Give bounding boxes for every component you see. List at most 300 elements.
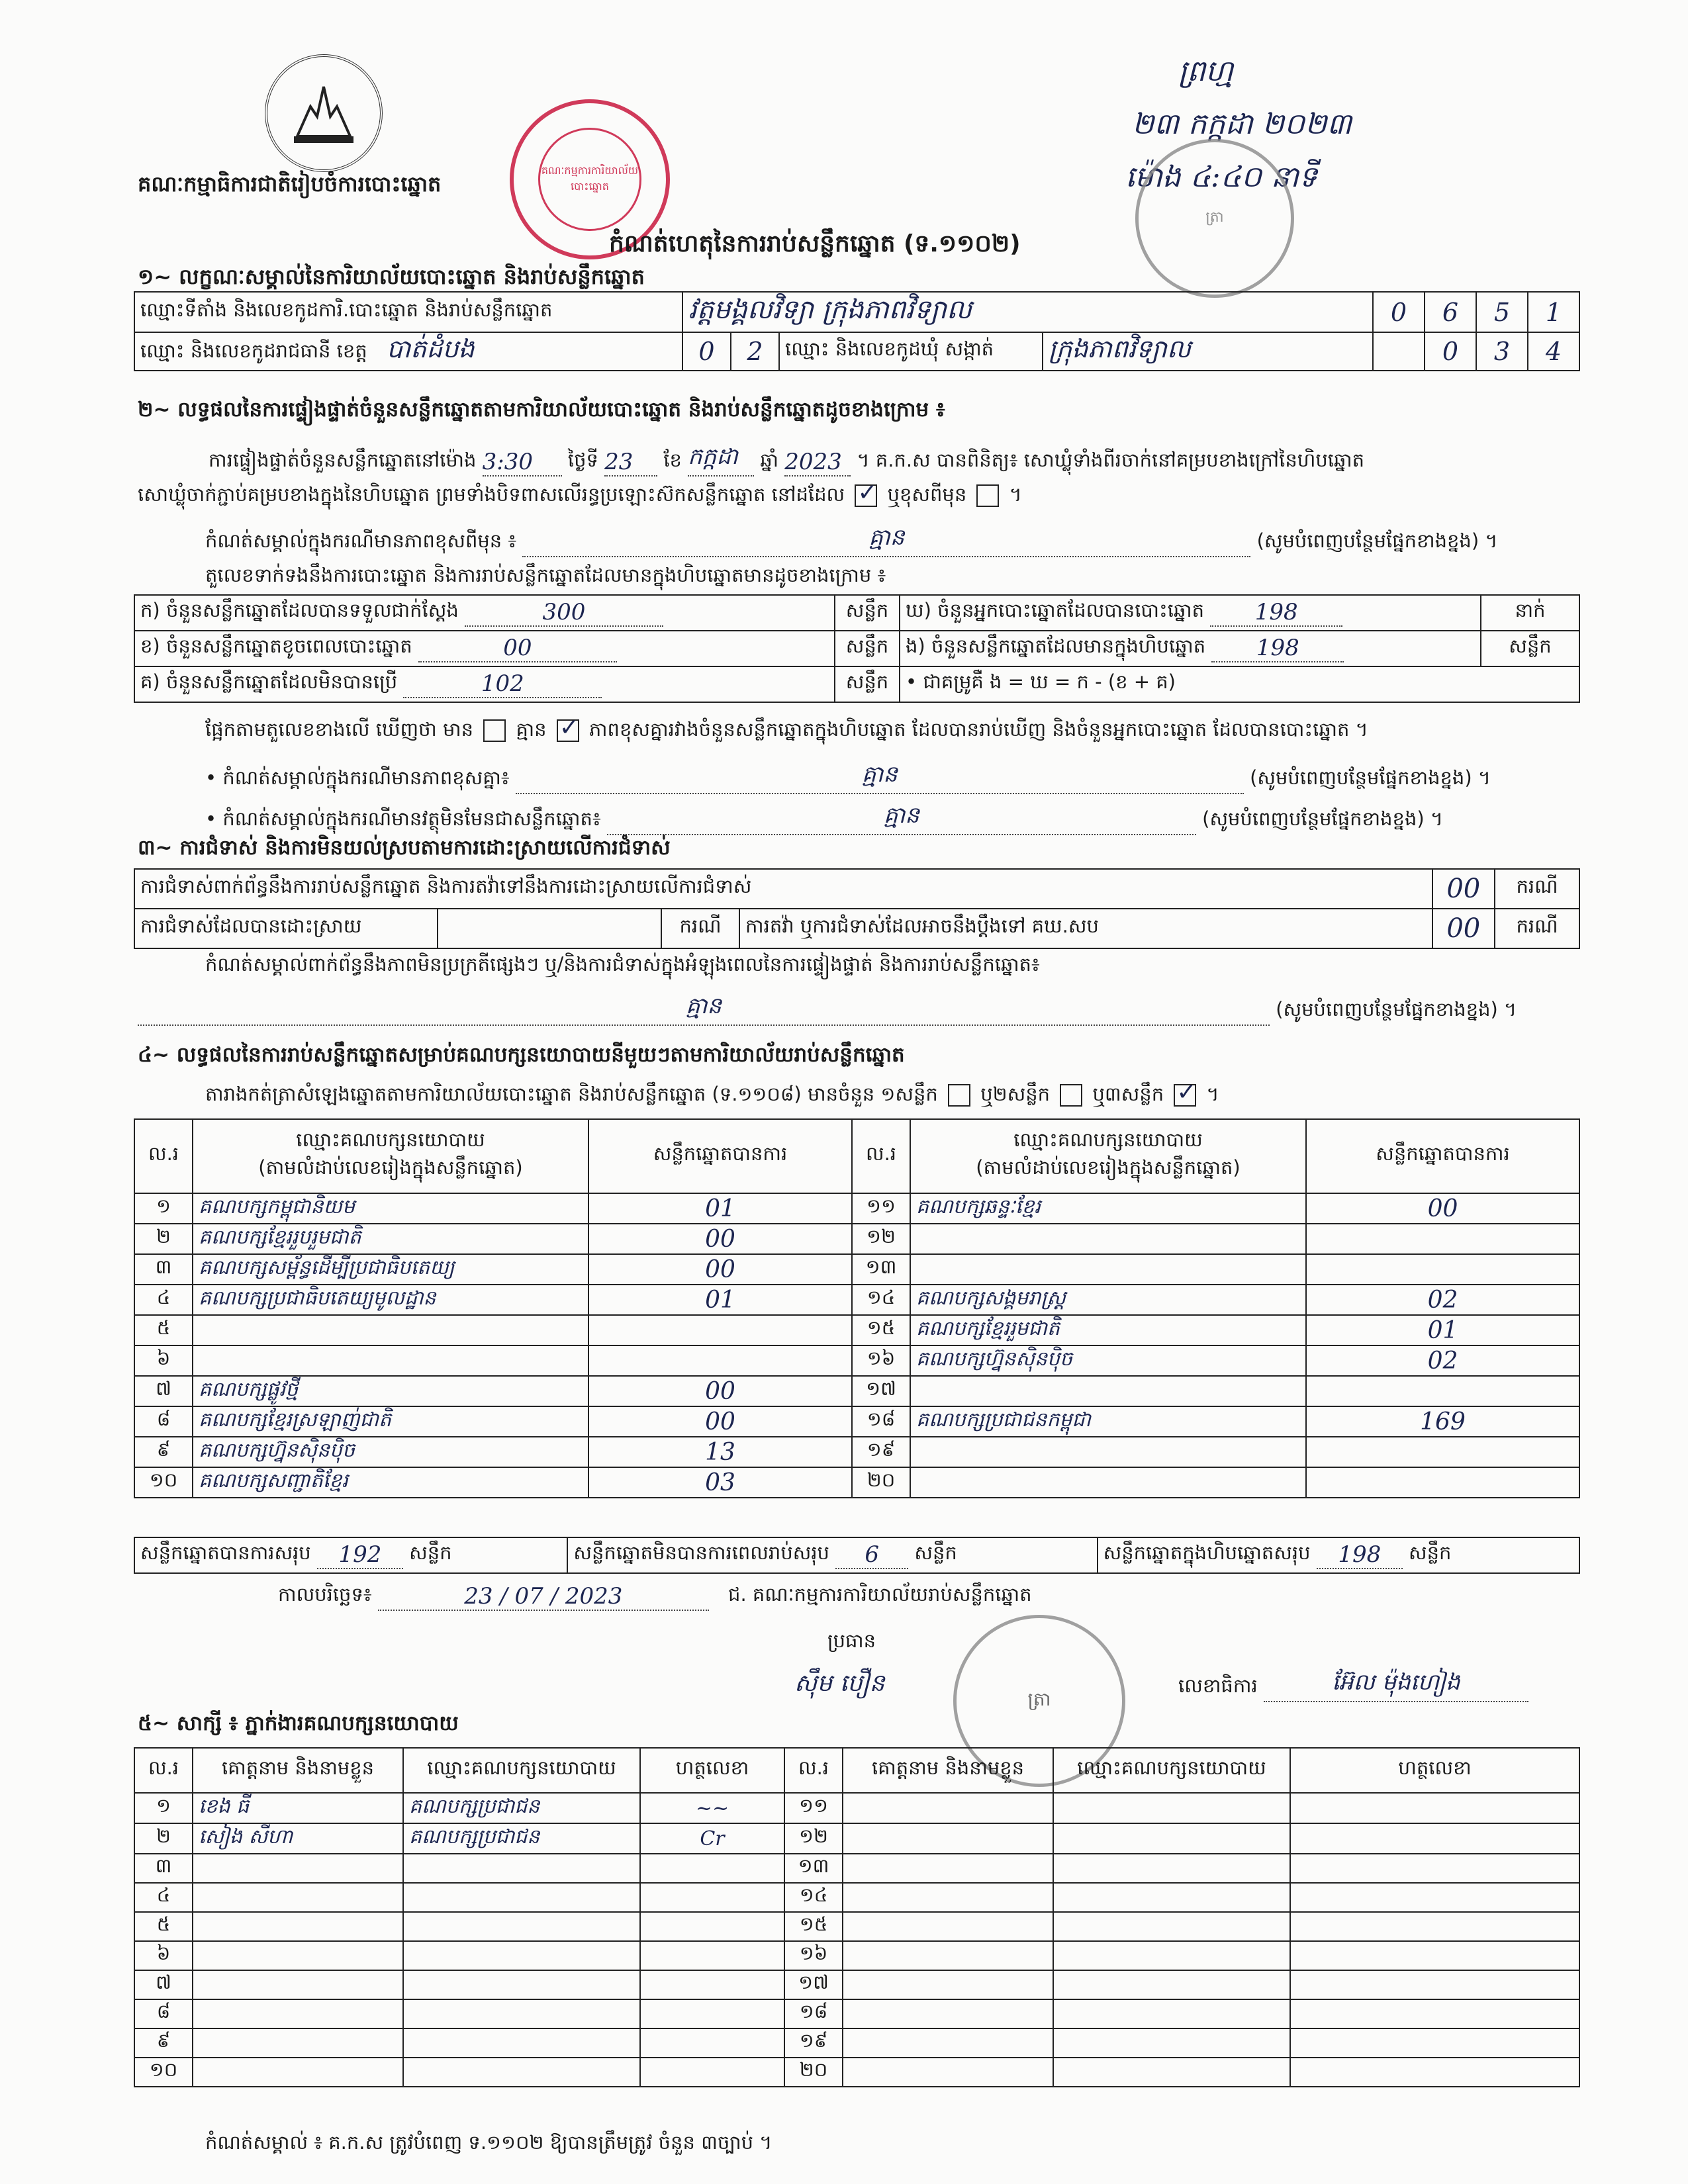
result-no-right: ១៧ [852, 1376, 910, 1406]
result-party-right[interactable]: គណបក្សខ្មែររួមជាតិ [910, 1315, 1306, 1345]
org-name: គណៈកម្មាធិការជាតិរៀបចំការបោះឆ្នោត [138, 171, 442, 197]
invalid-total-value: 6 [835, 1541, 908, 1569]
result-votes-right[interactable] [1306, 1467, 1579, 1498]
verification-day-label: ថ្ងៃទី [567, 449, 598, 471]
results-row [134, 1345, 1579, 1376]
witness-col-party-left: ឈ្មោះគណបក្សនយោបាយ [403, 1748, 640, 1793]
witness-name-left[interactable] [193, 1854, 403, 1883]
result-party-left[interactable]: គណបក្សហ្វ៊ុនស៊ិនប៉ិច [193, 1437, 588, 1467]
province-code-2: 2 [731, 332, 779, 371]
witness-col-sign-left: ហត្ថលេខា [640, 1748, 784, 1793]
difference-reason-value: គ្មាន [861, 761, 898, 788]
unused-ballots-cell [134, 666, 835, 702]
result-no-left: ១០ [134, 1467, 193, 1498]
result-party-right[interactable] [910, 1376, 1306, 1406]
witness-party-right[interactable] [1053, 1793, 1290, 1823]
result-party-left[interactable]: គណបក្សខ្មែររួបរួមជាតិ [193, 1224, 588, 1254]
received-ballots-label: ក) ចំនួនសន្លឹកឆ្នោតដែលបានទទួលជាក់ស្តែង [140, 599, 459, 621]
witness-name-left[interactable] [193, 1883, 403, 1912]
witness-party-right[interactable] [1053, 1970, 1290, 1999]
witness-party-left[interactable] [403, 2058, 640, 2087]
seal-changed-label: ឬខុសពីមុន [887, 483, 967, 506]
result-party-right[interactable] [910, 1224, 1306, 1254]
result-votes-right[interactable] [1306, 1254, 1579, 1285]
witness-sign-left[interactable] [640, 1854, 784, 1883]
witness-col-name-left: គោត្តនាម និងនាមខ្លួន [193, 1748, 403, 1793]
result-no-right: ១៤ [852, 1285, 910, 1315]
witness-sign-right[interactable] [1290, 1854, 1579, 1883]
results-row [134, 1254, 1579, 1285]
irregularity-note-field[interactable] [138, 991, 1270, 1026]
result-party-right[interactable]: គណបក្សប្រជាជនកម្ពុជា [910, 1406, 1306, 1437]
witness-name-right[interactable] [843, 1999, 1053, 2028]
objections-table [134, 868, 1580, 949]
appeal-label: ការតវ៉ា ឬការជំទាស់ដែលអាចនឹងប្តឹងទៅ គឃ.សប [739, 909, 1432, 948]
witness-no-right: ១២ [784, 1823, 843, 1854]
location-code-1: 0 [1373, 292, 1425, 332]
witness-no-left: ១០ [134, 2058, 193, 2087]
section5-heading: ៥~ សាក្សី ៖ ភ្នាក់ងារគណបក្សនយោបាយ [138, 1711, 459, 1735]
national-emblem-logo [265, 54, 383, 172]
received-ballots-value: 300 [465, 599, 663, 627]
witness-sign-left[interactable] [640, 1883, 784, 1912]
witness-col-name-right: គោត្តនាម និងនាមខ្លួន [843, 1748, 1053, 1793]
box-total-value: 198 [1317, 1541, 1403, 1569]
location-code-4: 1 [1528, 292, 1579, 332]
witness-col-no-right: ល.រ [784, 1748, 843, 1793]
witness-sign-left[interactable] [640, 2028, 784, 2058]
result-party-left[interactable]: គណបក្សប្រជាធិបតេយ្យមូលដ្ឋាន [193, 1285, 588, 1315]
foreign-object-label: • កំណត់សម្គាល់ក្នុងករណីមានវត្ថុមិនមែនជាសន្លឹកឆ្នោត៖ [205, 807, 601, 830]
witness-name-right[interactable] [843, 1912, 1053, 1941]
witness-party-left[interactable] [403, 2028, 640, 2058]
result-no-right: ១៦ [852, 1345, 910, 1376]
witness-name-right[interactable] [843, 1941, 1053, 1970]
witness-no-left: ៧ [134, 1970, 193, 1999]
result-party-right[interactable] [910, 1437, 1306, 1467]
chief-label: ប្រធាន [827, 1629, 876, 1652]
witness-party-right[interactable] [1053, 1854, 1290, 1883]
three-sheet-label: ឬ៣សន្លឹក [1092, 1083, 1164, 1105]
verification-month: កក្កដា [688, 442, 754, 477]
result-no-left: ៩ [134, 1437, 193, 1467]
witness-no-right: ១៥ [784, 1912, 843, 1941]
chief-signature: ស៊ឹម បឿន [794, 1670, 885, 1697]
two-sheet-checkbox[interactable] [1060, 1084, 1082, 1107]
grey-stamp-text: ត្រា [1205, 209, 1224, 226]
witness-no-right: ១៣ [784, 1854, 843, 1883]
result-votes-right[interactable] [1306, 1224, 1579, 1254]
witness-party-right[interactable] [1053, 1999, 1290, 2028]
result-votes-right[interactable]: 01 [1306, 1315, 1579, 1345]
box-total-label: សន្លឹកឆ្នោតក្នុងហិបឆ្នោតសរុប [1103, 1541, 1311, 1564]
commune-code-blank [1373, 332, 1425, 371]
results-col-no-left: ល.រ [134, 1119, 193, 1193]
spoiled-ballots-value: 00 [418, 635, 617, 662]
no-difference-label: គ្មាន [516, 718, 547, 741]
section1-heading: ១~ លក្ខណៈសម្គាល់នៃការិយាល័យបោះឆ្នោត និងរាប់សន្លឹកឆ្នោត [138, 264, 645, 289]
witness-party-right[interactable] [1053, 1941, 1290, 1970]
witness-name-left[interactable] [193, 1970, 403, 1999]
witness-name-left[interactable] [193, 1999, 403, 2028]
result-no-left: ៦ [134, 1345, 193, 1376]
location-value: វត្តមង្គលវិទ្យា ក្រុងភាពវិទ្យាល [682, 292, 1373, 332]
witness-no-left: ៥ [134, 1912, 193, 1941]
witness-no-left: ៨ [134, 1999, 193, 2028]
result-no-right: ១៩ [852, 1437, 910, 1467]
results-col-party-left-title: ឈ្មោះគណបក្សនយោបាយ [296, 1128, 485, 1151]
committee-name: ជ. គណៈកម្មការការិយាល័យរាប់សន្លឹកឆ្នោត [728, 1583, 1032, 1606]
result-votes-left[interactable] [588, 1345, 852, 1376]
witness-party-left[interactable] [403, 1999, 640, 2028]
ballots-in-box-label: ង) ចំនួនសន្លឹកឆ្នោតដែលមានក្នុងហិបឆ្នោត [906, 635, 1206, 657]
result-party-right[interactable]: គណបក្សឆន្ទៈខ្មែរ [910, 1193, 1306, 1224]
witness-no-right: ១១ [784, 1793, 843, 1823]
witness-row [134, 1912, 1579, 1941]
results-row [134, 1224, 1579, 1254]
result-votes-right[interactable]: 169 [1306, 1406, 1579, 1437]
witness-name-left[interactable] [193, 1941, 403, 1970]
resolved-value[interactable] [438, 909, 661, 948]
objections-unit: ករណី [1495, 869, 1579, 909]
result-votes-right[interactable]: 00 [1306, 1193, 1579, 1224]
witness-name-left[interactable]: សៀង សីហា [193, 1823, 403, 1854]
result-votes-right[interactable] [1306, 1437, 1579, 1467]
verification-year: 2023 [784, 449, 851, 477]
witness-name-right[interactable] [843, 1970, 1053, 1999]
figures-row-2 [134, 631, 1579, 666]
witness-col-party-right: ឈ្មោះគណបក្សនយោបាយ [1053, 1748, 1290, 1793]
two-sheet-label: ឬ២សន្លឹក [980, 1083, 1051, 1105]
witness-party-right[interactable] [1053, 2058, 1290, 2087]
section2-heading: ២~ លទ្ធផលនៃការផ្ទៀងផ្ទាត់ចំនួនសន្លឹកឆ្នោតតាមការិយាល័យបោះឆ្នោត និងរាប់សន្លឹកឆ្នោតដូចខាងក្រោម ៖ [138, 398, 945, 422]
witness-sign-right[interactable] [1290, 1883, 1579, 1912]
witness-sign-left[interactable] [640, 1970, 784, 1999]
result-no-left: ៧ [134, 1376, 193, 1406]
unused-ballots-label: គ) ចំនួនសន្លឹកឆ្នោតដែលមិនបានប្រើ [140, 670, 398, 693]
section1-table [134, 291, 1580, 371]
verification-text-rest: ។ គ.ក.ស បានពិនិត្យ៖ សោឃ្លុំទាំងពីរចាក់នៅគម្របខាងក្រៅនៃហិបឆ្នោត [857, 449, 1365, 471]
result-party-left[interactable]: គណបក្សសញ្ជាតិខ្មែរ [193, 1467, 588, 1498]
witness-party-right[interactable] [1053, 1883, 1290, 1912]
result-no-left: ១ [134, 1193, 193, 1224]
figures-intro: តួលេខទាក់ទងនឹងការបោះឆ្នោត និងការរាប់សន្លឹកឆ្នោតដែលមានក្នុងហិបឆ្នោតមានដូចខាងក្រោម ៖ [205, 564, 886, 586]
verification-time-label: ការផ្ទៀងផ្ទាត់ចំនួនសន្លឹកឆ្នោតនៅម៉ោង [209, 449, 477, 471]
result-no-right: ១៨ [852, 1406, 910, 1437]
witness-sign-left[interactable] [640, 1941, 784, 1970]
witness-party-left[interactable] [403, 1941, 640, 1970]
ballots-in-box-value: 198 [1211, 635, 1344, 662]
no-difference-checkbox[interactable] [557, 719, 579, 742]
difference-note-value: គ្មាន [868, 524, 905, 551]
witness-no-left: ២ [134, 1823, 193, 1854]
witness-sign-right[interactable] [1290, 1970, 1579, 1999]
voters-voted-unit: នាក់ [1481, 595, 1579, 631]
verification-year-label: ឆ្នាំ [760, 449, 779, 471]
witness-sign-right[interactable] [1290, 2058, 1579, 2087]
secretary-label: លេខាធិការ [1178, 1674, 1258, 1697]
voters-voted-cell [900, 595, 1481, 631]
voters-voted-label: ឃ) ចំនួនអ្នកបោះឆ្នោតដែលបានបោះឆ្នោត [906, 599, 1205, 621]
witness-row [134, 1883, 1579, 1912]
witness-sign-right[interactable] [1290, 2028, 1579, 2058]
witness-name-right[interactable] [843, 2028, 1053, 2058]
comparison-text: ភាពខុសគ្នារវាងចំនួនសន្លឹកឆ្នោតក្នុងហិបឆ្នោត ដែលបានរាប់ឃើញ និងចំនួនអ្នកបោះឆ្នោត ដែលបានបោះឆ្នោត ។ [588, 718, 1368, 741]
one-sheet-checkbox[interactable] [948, 1084, 970, 1107]
witness-no-right: ១៤ [784, 1883, 843, 1912]
witness-sign-right[interactable] [1290, 1793, 1579, 1823]
result-party-left[interactable] [193, 1345, 588, 1376]
witness-row [134, 1941, 1579, 1970]
invalid-total-cell [567, 1537, 1097, 1573]
witness-party-left[interactable] [403, 1883, 640, 1912]
location-code-3: 5 [1476, 292, 1528, 332]
difference-note-fill-more: (សូមបំពេញបន្ថែមផ្នែកខាងខ្នង) ។ [1256, 529, 1498, 552]
witness-row [134, 1999, 1579, 2028]
result-votes-right[interactable]: 02 [1306, 1285, 1579, 1315]
result-votes-left[interactable]: 01 [588, 1285, 852, 1315]
witness-party-right[interactable] [1053, 1912, 1290, 1941]
result-votes-left[interactable]: 00 [588, 1406, 852, 1437]
date-value: 23 / 07 / 2023 [378, 1583, 709, 1611]
results-row [134, 1193, 1579, 1224]
section3-heading: ៣~ ការជំទាស់ និងការមិនយល់ស្របតាមការដោះស្រាយលើការជំទាស់ [138, 836, 671, 860]
grey-official-stamp [1135, 139, 1294, 298]
witness-row [134, 2028, 1579, 2058]
witness-no-left: ១ [134, 1793, 193, 1823]
results-col-votes-left: សន្លឹកឆ្នោតបានការ [588, 1119, 852, 1193]
witness-header-row [134, 1748, 1579, 1793]
commune-label: ឈ្មោះ និងលេខកូដឃុំ សង្កាត់ [779, 332, 1043, 371]
unused-ballots-unit: សន្លឹក [835, 666, 900, 702]
result-no-left: ៤ [134, 1285, 193, 1315]
result-no-left: ២ [134, 1224, 193, 1254]
comparison-label: ផ្អែកតាមតួលេខខាងលើ ឃើញថា មាន [205, 718, 474, 741]
result-no-left: ៣ [134, 1254, 193, 1285]
difference-reason-row [205, 760, 1491, 794]
result-votes-left[interactable]: 00 [588, 1254, 852, 1285]
witness-row [134, 1823, 1579, 1854]
witness-party-left[interactable] [403, 1854, 640, 1883]
result-no-right: ១១ [852, 1193, 910, 1224]
witness-name-right[interactable] [843, 1823, 1053, 1854]
foreign-object-field[interactable] [607, 801, 1196, 835]
irregularity-note-label: កំណត់សម្គាល់ពាក់ព័ន្ធនឹងភាពមិនប្រក្រតីផ្សេងៗ ឬ/និងការជំទាស់ក្នុងអំឡុងពេលនៃការផ្ទៀងផ្ទាត់ និងការរាប់សន្លឹកឆ្នោត៖ [205, 953, 1040, 976]
witness-sign-left[interactable]: ~~ [640, 1793, 784, 1823]
ballots-in-box-cell [900, 631, 1481, 666]
witness-party-right[interactable] [1053, 1823, 1290, 1854]
witness-name-left[interactable]: ខេង ធី [193, 1793, 403, 1823]
witness-row [134, 2058, 1579, 2087]
foreign-object-value: គ្មាន [883, 802, 919, 829]
footnote: កំណត់សម្គាល់ ៖ គ.ក.ស ត្រូវបំពេញ ទ.១១០២ ឱ្យបានត្រឹមត្រូវ ចំនួន ៣ច្បាប់ ។ [205, 2131, 773, 2154]
valid-total-unit: សន្លឹក [409, 1541, 452, 1564]
witness-party-left[interactable]: គណបក្សប្រជាជន [403, 1793, 640, 1823]
witness-col-sign-right: ហត្ថលេខា [1290, 1748, 1579, 1793]
witness-table [134, 1747, 1580, 2087]
result-votes-right[interactable] [1306, 1376, 1579, 1406]
result-votes-left[interactable]: 13 [588, 1437, 852, 1467]
result-no-right: ១២ [852, 1224, 910, 1254]
witness-sign-left[interactable] [640, 1999, 784, 2028]
three-sheet-checkbox[interactable] [1174, 1084, 1196, 1107]
witness-party-left[interactable]: គណបក្សប្រជាជន [403, 1823, 640, 1854]
witness-sign-right[interactable] [1290, 1823, 1579, 1854]
results-row [134, 1437, 1579, 1467]
witness-sign-left[interactable] [640, 2058, 784, 2087]
secretary-row [1178, 1668, 1528, 1702]
received-ballots-cell [134, 595, 835, 631]
witness-sign-right[interactable] [1290, 1912, 1579, 1941]
province-code-1: 0 [682, 332, 731, 371]
difference-reason-field[interactable] [516, 760, 1244, 794]
result-no-left: ៨ [134, 1406, 193, 1437]
result-party-right[interactable] [910, 1467, 1306, 1498]
form-title: កំណត់ហេតុនៃការរាប់សន្លឹកឆ្នោត (ទ.១១០២) [609, 230, 1021, 257]
result-votes-left[interactable]: 00 [588, 1224, 852, 1254]
seal-changed-checkbox[interactable] [976, 484, 999, 507]
witness-name-left[interactable] [193, 2058, 403, 2087]
result-party-left[interactable] [193, 1315, 588, 1345]
results-row [134, 1406, 1579, 1437]
witness-name-right[interactable] [843, 1883, 1053, 1912]
results-row [134, 1376, 1579, 1406]
commune-value: ក្រុងភាពវិទ្យាល [1043, 332, 1373, 371]
received-ballots-unit: សន្លឹក [835, 595, 900, 631]
resolved-unit: ករណី [661, 909, 739, 948]
verification-day: 23 [604, 449, 657, 477]
results-col-party-right-sub: (តាមលំដាប់លេខរៀងក្នុងសន្លឹកឆ្នោត) [976, 1156, 1241, 1179]
difference-note-field[interactable] [522, 523, 1250, 557]
spoiled-ballots-unit: សន្លឹក [835, 631, 900, 666]
verification-time: 3:30 [483, 449, 562, 477]
witness-no-left: ៤ [134, 1883, 193, 1912]
witness-row [134, 1970, 1579, 1999]
witness-party-left[interactable] [403, 1970, 640, 1999]
results-row [134, 1285, 1579, 1315]
witness-party-right[interactable] [1053, 2028, 1290, 2058]
unused-ballots-value: 102 [403, 670, 602, 698]
box-total-cell [1098, 1537, 1579, 1573]
result-votes-left[interactable]: 03 [588, 1467, 852, 1498]
province-label-text: ឈ្មោះ និងលេខកូដរាជធានី ខេត្ត [140, 340, 367, 362]
figures-row-3 [134, 666, 1579, 702]
result-party-left[interactable]: គណបក្សផ្លូវថ្មី [193, 1376, 588, 1406]
difference-reason-label: • កំណត់សម្គាល់ក្នុងករណីមានភាពខុសគ្នា៖ [205, 766, 510, 789]
witness-sign-right[interactable] [1290, 1941, 1579, 1970]
party-results-table [134, 1118, 1580, 1498]
ballots-in-box-unit: សន្លឹក [1481, 631, 1579, 666]
irregularity-note-row [138, 991, 1517, 1026]
witness-sign-left[interactable] [640, 1912, 784, 1941]
voters-voted-value: 198 [1210, 599, 1342, 627]
invalid-total-unit: សន្លឹក [914, 1541, 957, 1564]
red-stamp-text: គណៈកម្មការការិយាល័យបោះឆ្នោត [541, 164, 639, 193]
commune-code-3: 4 [1528, 332, 1579, 371]
foreign-object-row [205, 801, 1443, 835]
witness-name-right[interactable] [843, 1793, 1053, 1823]
date-label: កាលបរិច្ឆេទ៖ [278, 1583, 372, 1606]
results-col-party-left-sub: (តាមលំដាប់លេខរៀងក្នុងសន្លឹកឆ្នោត) [258, 1156, 523, 1179]
result-votes-left[interactable]: 01 [588, 1193, 852, 1224]
results-col-no-right: ល.រ [852, 1119, 910, 1193]
result-party-right[interactable]: គណបក្សសង្គមរាស្ត្រ [910, 1285, 1306, 1315]
results-col-party-left [193, 1119, 588, 1193]
witness-name-left[interactable] [193, 2028, 403, 2058]
has-difference-checkbox[interactable] [483, 719, 506, 742]
results-col-party-right-title: ឈ្មោះគណបក្សនយោបាយ [1013, 1128, 1203, 1151]
result-no-right: ២០ [852, 1467, 910, 1498]
province-label [134, 332, 682, 371]
handwritten-note-line1: ព្រហ្ម [1178, 54, 1233, 88]
witness-row [134, 1793, 1579, 1823]
spoiled-ballots-label: ខ) ចំនួនសន្លឹកឆ្នោតខូចពេលបោះឆ្នោត [140, 635, 412, 657]
committee-seal-label: ត្រា [1027, 1688, 1051, 1710]
result-votes-left[interactable]: 00 [588, 1376, 852, 1406]
difference-note-row [205, 523, 1497, 557]
box-total-unit: សន្លឹក [1408, 1541, 1452, 1564]
results-col-votes-right: សន្លឹកឆ្នោតបានការ [1306, 1119, 1579, 1193]
verification-paragraph-line1 [209, 442, 1364, 477]
result-party-left[interactable]: គណបក្សកម្ពុជានិយម [193, 1193, 588, 1224]
location-label: ឈ្មោះទីតាំង និងលេខកូដការិ.បោះឆ្នោត និងរាប់សន្លឹកឆ្នោត [134, 292, 682, 332]
witness-sign-right[interactable] [1290, 1999, 1579, 2028]
witness-no-right: ១៩ [784, 2028, 843, 2058]
difference-note-label: កំណត់សម្គាល់ក្នុងករណីមានភាពខុសពីមុន ៖ [205, 529, 517, 552]
difference-reason-fill-more: (សូមបំពេញបន្ថែមផ្នែកខាងខ្នង) ។ [1250, 766, 1491, 789]
objections-row-2 [134, 909, 1579, 948]
seal-status-text: សោឃ្លុំចាក់ភ្ជាប់គម្របខាងក្នុងនៃហិបឆ្នោត ព្រមទាំងបិទពាសលើរន្ធប្រឡោះស៊កសន្លឹកឆ្នោត នៅដដែល [138, 483, 845, 506]
result-party-right[interactable]: គណបក្សហ្វ៊ុនស៊ិនប៉ិច [910, 1345, 1306, 1376]
valid-total-cell [134, 1537, 567, 1573]
result-party-right[interactable] [910, 1254, 1306, 1285]
result-party-left[interactable]: គណបក្សសម្ព័ន្ធដើម្បីប្រជាធិបតេយ្យ [193, 1254, 588, 1285]
results-col-party-right [910, 1119, 1306, 1193]
witness-no-left: ៦ [134, 1941, 193, 1970]
result-votes-right[interactable]: 02 [1306, 1345, 1579, 1376]
witness-party-left[interactable] [403, 1912, 640, 1941]
witness-no-right: ១៧ [784, 1970, 843, 1999]
verification-paragraph-line2: សោឃ្លុំចាក់ភ្ជាប់គម្របខាងក្នុងនៃហិបឆ្នោត ព្រមទាំងបិទពាសលើរន្ធប្រឡោះស៊កសន្លឹកឆ្នោត នៅដដែល ✓ ឬខុសពីមុន ។ [138, 483, 1022, 511]
witness-no-right: ២០ [784, 2058, 843, 2087]
witness-name-left[interactable] [193, 1912, 403, 1941]
witness-no-right: ១៨ [784, 1999, 843, 2028]
witness-col-no-left: ល.រ [134, 1748, 193, 1793]
valid-total-value: 192 [317, 1541, 403, 1569]
results-row [134, 1467, 1579, 1498]
result-votes-left[interactable] [588, 1315, 852, 1345]
witness-name-right[interactable] [843, 1854, 1053, 1883]
witness-no-left: ៩ [134, 2028, 193, 2058]
objections-label: ការជំទាស់ពាក់ព័ន្ធនឹងការរាប់សន្លឹកឆ្នោត និងការតវ៉ាទៅនឹងការដោះស្រាយលើការជំទាស់ [134, 869, 1432, 909]
objections-row-1 [134, 869, 1579, 909]
verification-month-label: ខែ [663, 449, 682, 471]
objections-value: 00 [1432, 869, 1495, 909]
irregularity-note-value: គ្មាន [686, 993, 722, 1019]
date-row [278, 1583, 1032, 1611]
seal-unchanged-checkbox[interactable] [855, 484, 877, 507]
result-no-right: ១៣ [852, 1254, 910, 1285]
handwritten-note-line3: ម៉ោង ៤:៤០ នាទី [1125, 160, 1317, 194]
invalid-total-label: សន្លឹកឆ្នោតមិនបានការពេលរាប់សរុប [573, 1541, 829, 1564]
ballot-figures-table [134, 594, 1580, 703]
results-header-row [134, 1119, 1579, 1193]
commune-code-1: 0 [1425, 332, 1476, 371]
witness-name-right[interactable] [843, 2058, 1053, 2087]
figures-row-1 [134, 595, 1579, 631]
witness-sign-left[interactable]: Cr [640, 1823, 784, 1854]
result-party-left[interactable]: គណបក្សខ្មែរស្រឡាញ់ជាតិ [193, 1406, 588, 1437]
